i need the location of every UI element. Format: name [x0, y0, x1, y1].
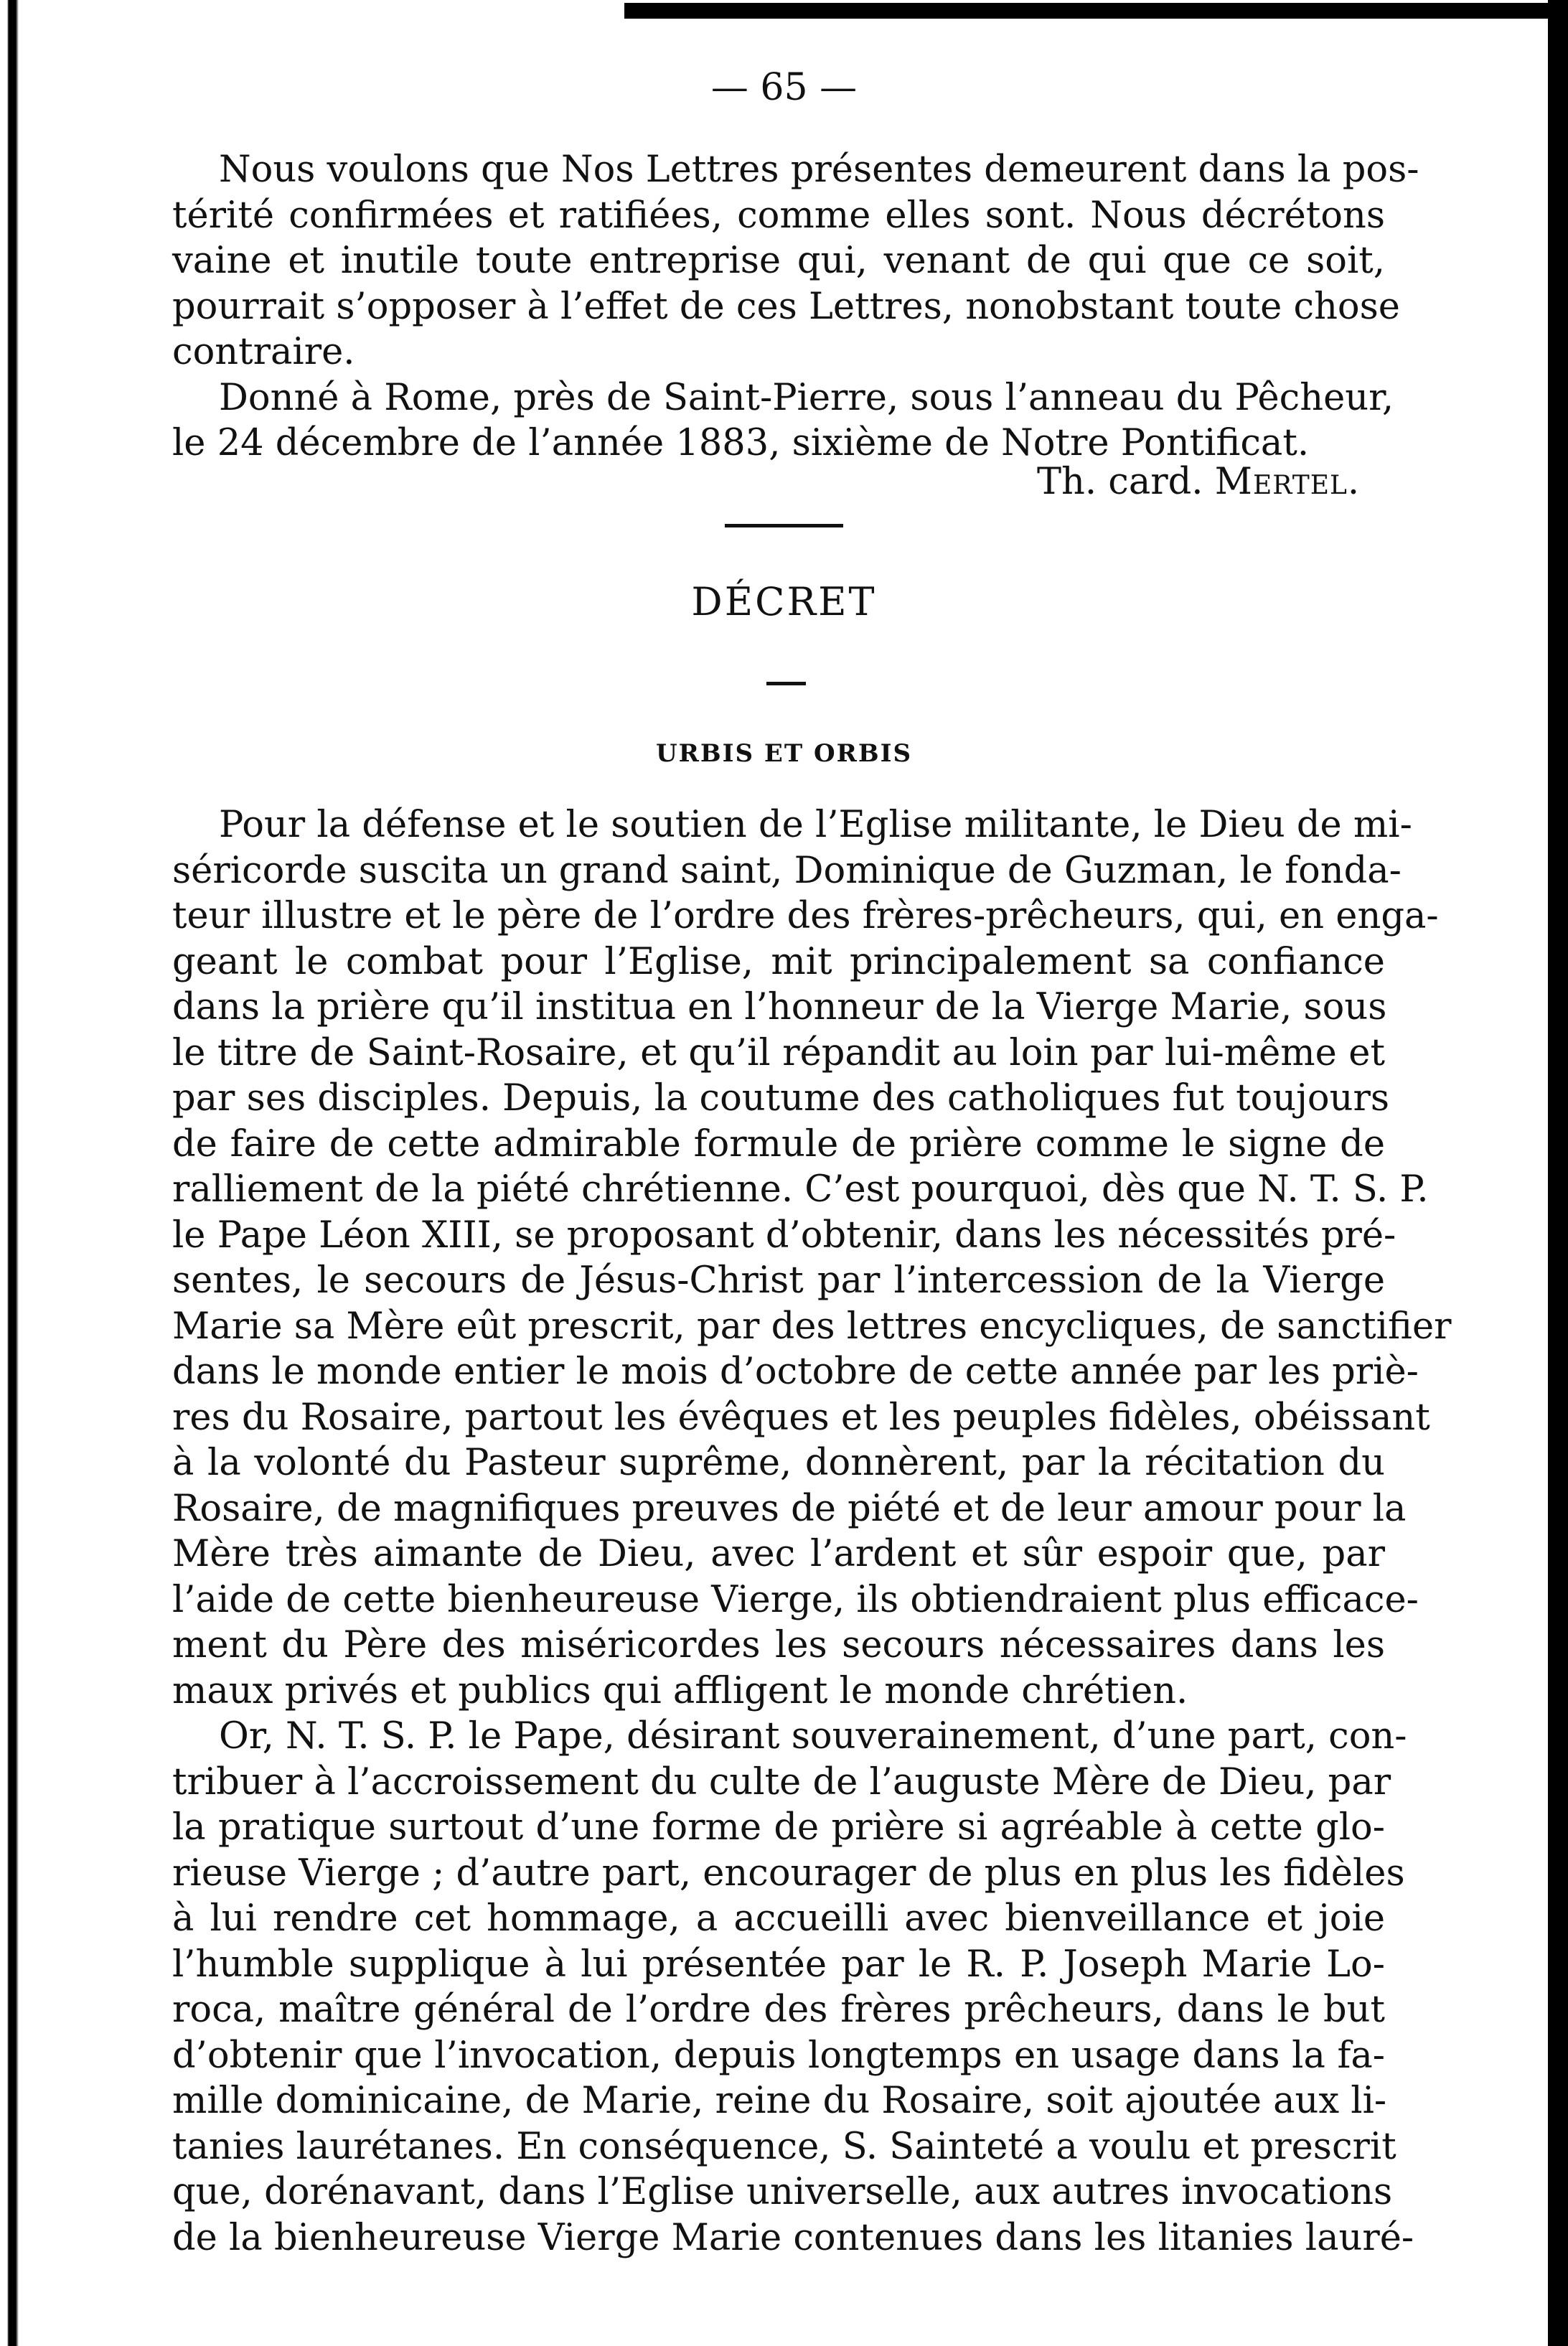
- text-line: ment du Père des miséricordes les secours nécessaires dans les: [172, 1624, 1385, 1666]
- text-line: rieuse Vierge ; d’autre part, encourager de plus en plus les fidèles: [172, 1852, 1405, 1895]
- decret-paragraph-2: [172, 1714, 1414, 2261]
- text-line: tanies laurétanes. En conséquence, S. Sainteté a voulu et prescrit: [172, 2125, 1396, 2168]
- section-separator: [725, 524, 843, 527]
- decret-subtitle: URBIS ET ORBIS: [655, 739, 913, 768]
- left-scan-edge: [0, 0, 23, 2346]
- text-line: dans le monde entier le mois d’octobre de cette année par les priè-: [172, 1351, 1419, 1393]
- decret-paragraph-1: [172, 802, 1452, 1714]
- signature-prefix: Th. card.: [1037, 461, 1215, 503]
- text-line: contraire.: [172, 331, 355, 373]
- text-line: le titre de Saint-Rosaire, et qu’il répandit au loin par lui-même et: [172, 1031, 1385, 1074]
- text-line: geant le combat pour l’Eglise, mit principalement sa confiance: [172, 940, 1385, 983]
- text-line: de la bienheureuse Vierge Marie contenues dans les litanies lauré-: [172, 2216, 1414, 2259]
- text-line: Donné à Rome, près de Saint-Pierre, sous l’anneau du Pêcheur,: [219, 376, 1394, 419]
- text-line: vaine et inutile toute entreprise qui, venant de qui que ce soit,: [172, 240, 1385, 282]
- lettres-closing: [172, 147, 1419, 466]
- text-line: de faire de cette admirable formule de prière comme le signe de: [172, 1122, 1385, 1165]
- text-line: sentes, le secours de Jésus-Christ par l’intercession de la Vierge: [172, 1259, 1385, 1302]
- text-line: Pour la défense et le soutien de l’Eglise militante, le Dieu de mi-: [219, 804, 1412, 846]
- text-line: Marie sa Mère eût prescrit, par des lettres encycliques, de sanctifier: [172, 1305, 1452, 1348]
- text-line: la pratique surtout d’une forme de prière si agréable à cette glo-: [172, 1806, 1385, 1849]
- text-line: teur illustre et le père de l’ordre des frères-prêcheurs, qui, en enga-: [172, 895, 1439, 937]
- text-line: mille dominicaine, de Marie, reine du Rosaire, soit ajoutée aux li-: [172, 2080, 1387, 2122]
- text-line: l’aide de cette bienheureuse Vierge, ils obtiendraient plus efficace-: [172, 1578, 1419, 1621]
- text-line: le Pape Léon XIII, se proposant d’obtenir, dans les nécessités pré-: [172, 1214, 1396, 1257]
- text-line: maux privés et publics qui affligent le monde chrétien.: [172, 1669, 1188, 1712]
- text-line: à lui rendre cet hommage, a accueilli avec bienveillance et joie: [172, 1897, 1385, 1940]
- text-line: l’humble supplique à lui présentée par le R. P. Joseph Marie Lo-: [172, 1943, 1385, 1986]
- text-line: Mère très aimante de Dieu, avec l’ardent et sûr espoir que, par: [172, 1533, 1385, 1575]
- text-line: à la volonté du Pasteur suprême, donnèrent, par la récitation du: [172, 1442, 1385, 1484]
- text-line: Nous voulons que Nos Lettres présentes demeurent dans la pos-: [219, 149, 1419, 191]
- text-line: pourrait s’opposer à l’effet de ces Lettres, nonobstant toute chose: [172, 285, 1400, 328]
- top-border-rule: [624, 3, 1568, 19]
- right-scan-edge: [1548, 0, 1568, 2346]
- text-line: d’obtenir que l’invocation, depuis longtemps en usage dans la fa-: [172, 2034, 1385, 2077]
- signature-name: Mertel.: [1214, 461, 1361, 503]
- text-line: Or, N. T. S. P. le Pape, désirant souverainement, d’une part, con-: [219, 1715, 1407, 1758]
- title-separator: [766, 682, 806, 685]
- text-line: térité confirmées et ratifiées, comme elles sont. Nous décrétons: [172, 194, 1385, 237]
- decret-title: DÉCRET: [691, 579, 877, 624]
- text-line: res du Rosaire, partout les évêques et les peuples fidèles, obéissant: [172, 1396, 1430, 1439]
- text-line: par ses disciples. Depuis, la coutume des catholiques fut toujours: [172, 1077, 1390, 1120]
- signature: [1037, 459, 1360, 505]
- text-line: Rosaire, de magnifiques preuves de piété et de leur amour pour la: [172, 1487, 1407, 1530]
- text-line: ralliement de la piété chrétienne. C’est pourquoi, dès que N. T. S. P.: [172, 1168, 1429, 1211]
- text-line: dans la prière qu’il institua en l’honneur de la Vierge Marie, sous: [172, 986, 1387, 1028]
- page-number: — 65 —: [710, 66, 858, 109]
- text-line: roca, maître général de l’ordre des frères prêcheurs, dans le but: [172, 1989, 1385, 2031]
- text-line: séricorde suscita un grand saint, Dominique de Guzman, le fonda-: [172, 849, 1402, 892]
- text-line: que, dorénavant, dans l’Eglise universelle, aux autres invocations: [172, 2171, 1393, 2213]
- text-line: le 24 décembre de l’année 1883, sixième de Notre Pontificat.: [172, 422, 1310, 464]
- text-line: tribuer à l’accroissement du culte de l’auguste Mère de Dieu, par: [172, 1760, 1391, 1803]
